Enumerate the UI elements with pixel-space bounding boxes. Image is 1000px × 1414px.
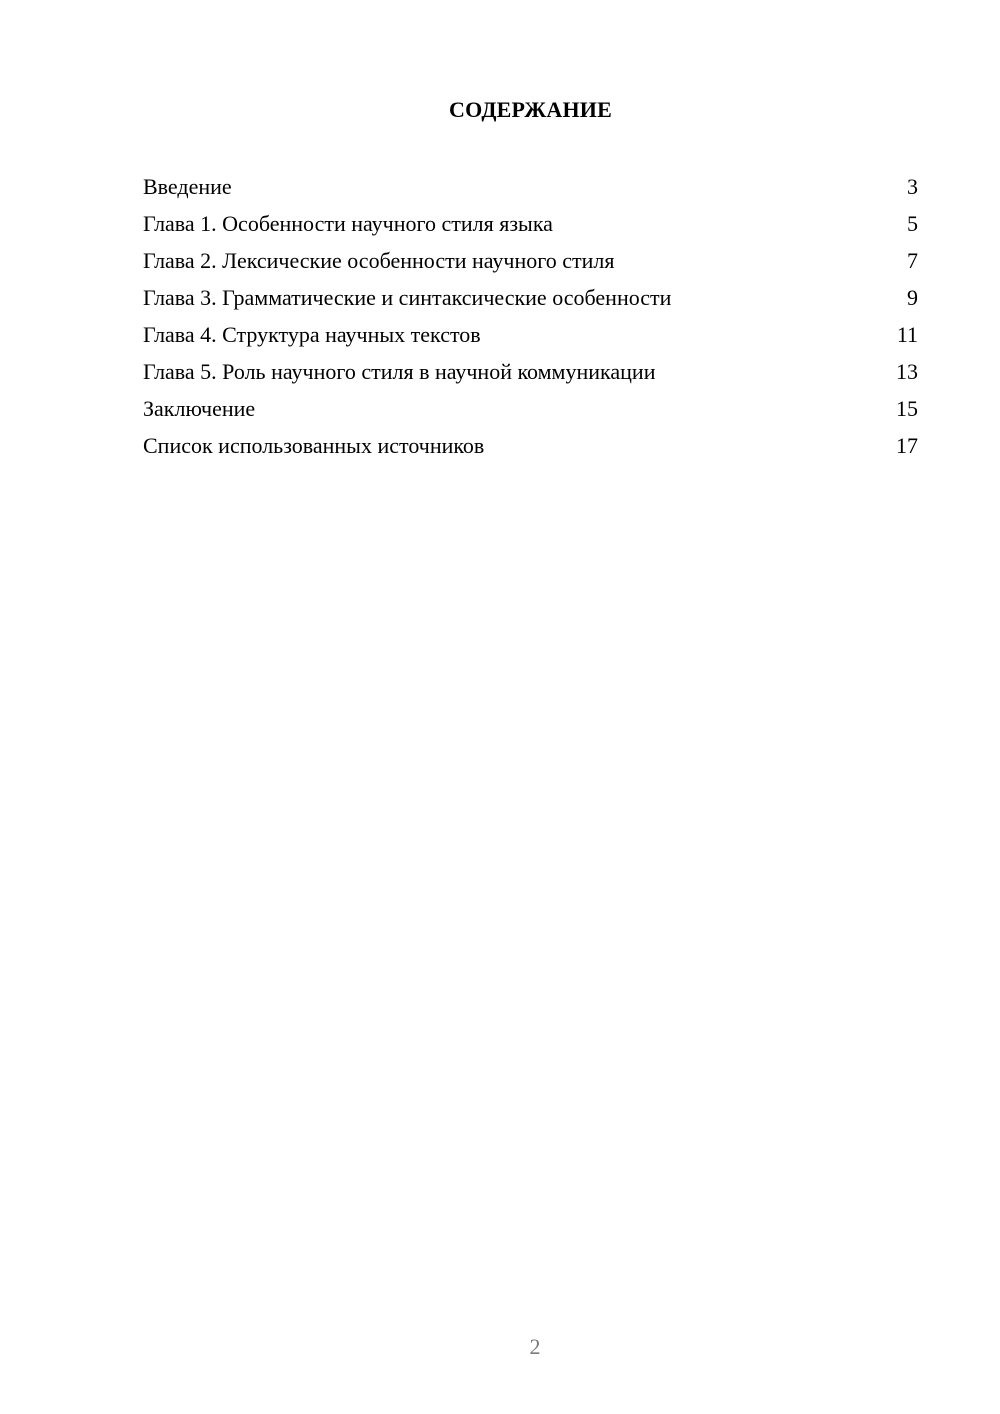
toc-entry-page: 7 — [907, 248, 918, 273]
toc-entry-conclusion — [143, 390, 918, 427]
toc-entry-title: Список использованных источников — [143, 433, 485, 458]
toc-entry-references — [143, 427, 918, 464]
toc-entry-chapter-3 — [143, 279, 918, 316]
toc-entry-page: 17 — [896, 433, 918, 458]
toc-entry-title: Глава 2. Лексические особенности научного стиля — [143, 248, 615, 273]
toc-entry-title: Заключение — [143, 396, 256, 421]
toc-entry-page: 3 — [907, 174, 918, 199]
page-number: 2 — [529, 1334, 541, 1359]
toc-entry-chapter-4 — [143, 316, 918, 353]
toc-entry-title: Введение — [143, 174, 232, 199]
toc-entry-title: Глава 3. Грамматические и синтаксические особенности — [143, 285, 672, 310]
toc-entry-page: 5 — [907, 211, 918, 236]
toc-entry-introduction — [143, 168, 918, 205]
toc-entry-page: 13 — [896, 359, 918, 384]
toc-entry-chapter-2 — [143, 242, 918, 279]
toc-entry-page: 15 — [896, 396, 918, 421]
toc-entry-chapter-5 — [143, 353, 918, 390]
toc-entry-title: Глава 5. Роль научного стиля в научной коммуникации — [143, 359, 656, 384]
toc-heading: СОДЕРЖАНИЕ — [449, 97, 612, 122]
toc-entry-title: Глава 1. Особенности научного стиля языка — [143, 211, 553, 236]
toc-entry-chapter-1 — [143, 205, 918, 242]
toc-entry-page: 9 — [907, 285, 918, 310]
table-of-contents — [143, 168, 918, 464]
toc-entry-title: Глава 4. Структура научных текстов — [143, 322, 481, 347]
toc-entry-page: 11 — [896, 322, 918, 347]
